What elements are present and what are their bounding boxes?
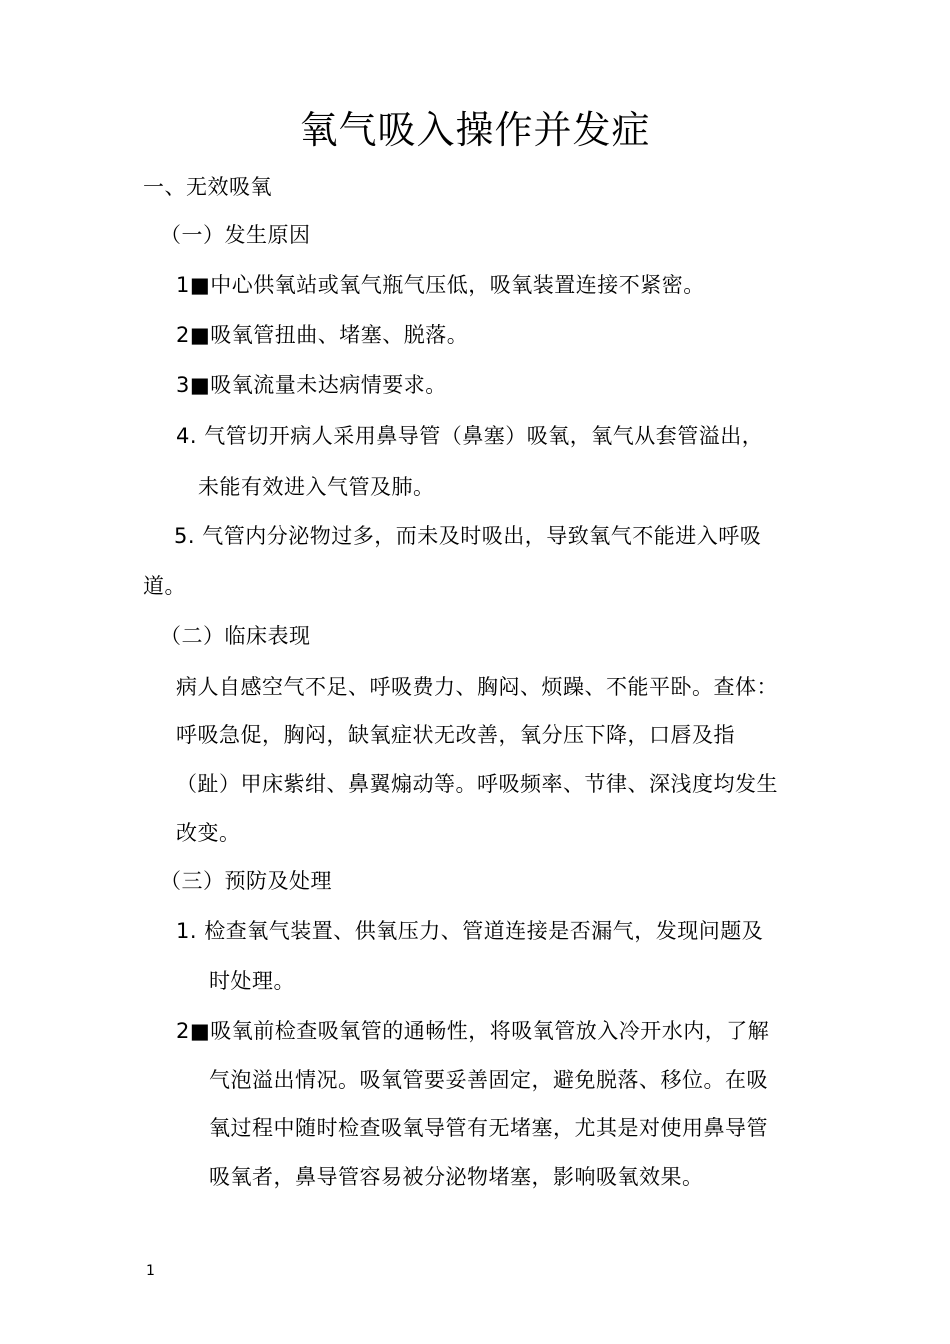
subheading-causes: （一）发生原因 — [160, 223, 311, 247]
symptoms-line-1: 病人自感空气不足、呼吸费力、胸闷、烦躁、不能平卧。查体： — [176, 675, 778, 699]
page-number: 1 — [146, 1263, 155, 1279]
symptoms-line-2: 呼吸急促，胸闷，缺氧症状无改善，氧分压下降，口唇及指 — [176, 723, 735, 747]
symptoms-line-3: （趾）甲床紫绀、鼻翼煽动等。呼吸频率、节律、深浅度均发生 — [176, 772, 778, 796]
cause-item-1: 1■中心供氧站或氧气瓶气压低，吸氧装置连接不紧密。 — [176, 273, 705, 297]
prevention-item-2-line-2: 气泡溢出情况。吸氧管要妥善固定，避免脱落、移位。在吸 — [209, 1068, 768, 1092]
cause-item-3: 3■吸氧流量未达病情要求。 — [176, 373, 447, 397]
prevention-item-1-line-1: 1. 检查氧气装置、供氧压力、管道连接是否漏气，发现问题及 — [176, 919, 764, 943]
cause-item-2: 2■吸氧管扭曲、堵塞、脱落。 — [176, 323, 469, 347]
subheading-prevention: （三）预防及处理 — [160, 869, 332, 893]
prevention-item-2-line-3: 氧过程中随时检查吸氧导管有无堵塞，尤其是对使用鼻导管 — [209, 1116, 768, 1140]
cause-item-5-line-1: 5. 气管内分泌物过多，而未及时吸出，导致氧气不能进入呼吸 — [174, 524, 762, 548]
document-title: 氧气吸入操作并发症 — [299, 108, 651, 152]
section-heading-invalid-oxygen: 一、无效吸氧 — [143, 175, 272, 199]
subheading-symptoms: （二）临床表现 — [160, 624, 311, 648]
symptoms-line-4: 改变。 — [176, 821, 241, 845]
cause-item-4-line-1: 4. 气管切开病人采用鼻导管（鼻塞）吸氧，氧气从套管溢出， — [176, 424, 764, 448]
prevention-item-1-line-2: 时处理。 — [209, 969, 295, 993]
prevention-item-2-line-1: 2■吸氧前检查吸氧管的通畅性，将吸氧管放入冷开水内，了解 — [176, 1019, 770, 1043]
cause-item-5-line-2: 道。 — [143, 574, 186, 598]
prevention-item-2-line-4: 吸氧者，鼻导管容易被分泌物堵塞，影响吸氧效果。 — [209, 1165, 704, 1189]
cause-item-4-line-2: 未能有效进入气管及肺。 — [198, 475, 435, 499]
